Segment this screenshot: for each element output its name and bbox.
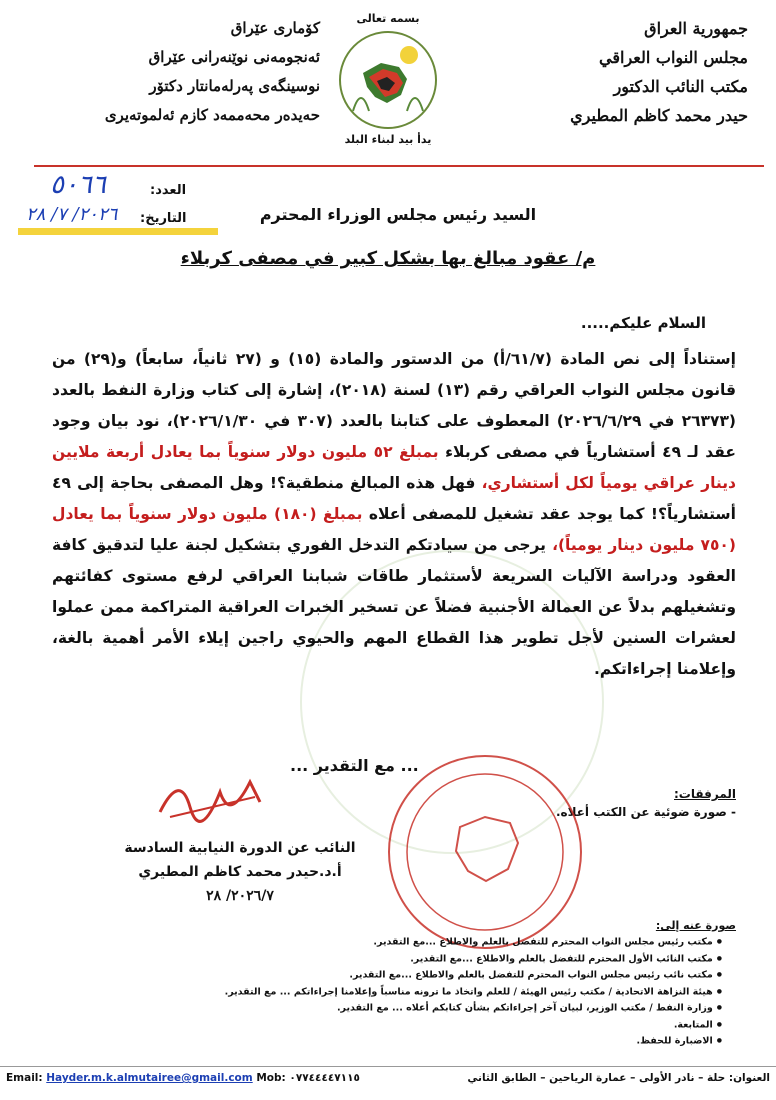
signature-date: ٢٠٢٦/٧/ ٢٨ xyxy=(206,888,274,904)
footer-address: العنوان: حلة – نادر الأولى – عمارة الرياحين – الطابق الثاني xyxy=(467,1072,770,1084)
copy-item: ● مكتب نائب رئيس مجلس النواب المحترم للتفضل بالعلم والاطلاع ...مع التقدير. xyxy=(36,967,722,984)
header-divider xyxy=(34,165,764,167)
subject: م/ عقود مبالغ بها بشكل كبير في مصفى كربلاء xyxy=(180,248,596,269)
slogan: يدأ بيد لبناء البلد xyxy=(344,133,432,146)
body-text: فهل هذه المبالغ منطقية؟! وهل المصفى بحاجة إلى ٤٩ أستشارياً؟! كما يوجد عقد تشغيل للمصفى أعلاه xyxy=(52,474,736,523)
attachments-item: - صورة ضوئية عن الكتب أعلاه. xyxy=(555,805,736,819)
mob-number: ٠٧٧٤٤٤٤٧١١٥ xyxy=(289,1072,360,1084)
header-line: نوسینگەی پەرلەمانتار دکتۆر xyxy=(149,77,320,95)
signature-scribble xyxy=(150,762,270,832)
number-label: العدد: xyxy=(150,183,187,198)
footer xyxy=(0,1066,776,1094)
body-text: إستناداً إلى نص المادة (٦١/٧/أ) من الدستور والمادة (١٥) و (٢٧ ثانياً، سابعاً) و(٢٩) من قانون مجلس النواب العراقي رقم (١٣) لسنة (٢٠١٨)، إشارة إلى كتاب وزارة النفط بالعدد (٢٦٣٧٣ في ٢٠٢٦/٦/٢٩) المعطوف على كتابنا بالعدد (٣٠٧ في ٢٠٢٦/١/٣٠)، نود بيان وجود xyxy=(52,350,737,430)
header-line: حەیدەر محەممەد کازم ئەلموتەیری xyxy=(104,106,320,124)
copies-list xyxy=(36,918,736,1050)
recipient: السيد رئيس مجلس الوزراء المحترم xyxy=(259,205,537,224)
copies-label: صورة عنه إلى: xyxy=(655,919,736,932)
header-line: ئەنجومەنی نوێنەرانی عێراق xyxy=(148,48,320,66)
header-line: جمهورية العراق xyxy=(644,19,748,38)
signature-title: النائب عن الدورة النيابية السادسة xyxy=(124,840,356,856)
closing: ... مع التقدير ... xyxy=(290,756,419,775)
header-line: مكتب النائب الدكتور xyxy=(613,77,748,96)
date-highlight xyxy=(18,228,218,235)
iraq-map-icon xyxy=(341,33,435,127)
email-link[interactable]: Hayder.m.k.almutairee@gmail.com xyxy=(46,1072,253,1084)
header-arabic xyxy=(528,14,748,130)
copy-item: ● هيئة النزاهة الاتحادية / مكتب رئيس الهيئة / للعلم واتخاذ ما ترونه مناسباً وإعلامنا إجراءاتكم ... مع التقدير. xyxy=(36,984,722,1001)
date-label: التاريخ: xyxy=(140,211,187,226)
copy-item: ● وزارة النفط / مكتب الوزير، لبيان آخر إجراءاتكم بشأن كتابكم أعلاه ... مع التقدير. xyxy=(36,1000,722,1017)
header-line: حيدر محمد كاظم المطيري xyxy=(570,106,748,125)
copy-item: ● مكتب رئيس مجلس النواب المحترم للتفضل بالعلم والاطلاع ...مع التقدير. xyxy=(36,934,722,951)
greeting: السلام عليكم..... xyxy=(580,314,706,332)
letter-body xyxy=(52,344,736,685)
signature-name: أ.د.حيدر محمد كاظم المطيري xyxy=(138,864,342,880)
footer-contact xyxy=(6,1072,360,1084)
attachments-label: المرفقات: xyxy=(674,787,736,801)
footer-divider xyxy=(0,1066,776,1067)
parliament-logo xyxy=(339,31,437,129)
mob-label: Mob: xyxy=(256,1072,286,1084)
body-highlight: بمبلغ (١٨٠) مليون دولار سنوياً بما يعادل (٧٥٠ مليون دينار يومياً)، xyxy=(52,505,736,554)
body-highlight: بمبلغ ٥٢ مليون دولار سنوياً بما يعادل أربعة ملايين دينار عراقي يومياً لكل أستشاري، xyxy=(52,443,736,492)
header-kurdish xyxy=(70,14,320,130)
number-value: ٥٠٦٦ xyxy=(50,170,106,200)
email-label: Email: xyxy=(6,1072,43,1084)
header-center xyxy=(318,12,458,146)
basmala: بسمه تعالى xyxy=(356,12,420,25)
body-text: يرجى من سيادتكم التدخل الفوري بتشكيل لجنة عليا لتدقيق كافة العقود ودراسة الآليات السريعة لأستثمار طاقات شبابنا العراقي لرفع مستوى كفائتهم وتشغيلهم بدلاً عن العمالة الأجنبية فضلاً عن تسخير الخبرات العراقية المتراكمة ممن عملوا لعشرات السنين لأجل تطوير هذا القطاع المهم والحيوي راجين إيلاء الأمر أهمية بالغة، وإعلامنا إجراءاتكم. xyxy=(52,536,736,678)
body-text: عقد لـ ٤٩ أستشارياً في مصفى كربلاء xyxy=(445,443,736,461)
signature-block xyxy=(120,836,360,908)
copy-item: ● مكتب النائب الأول المحترم للتفضل بالعلم والاطلاع ...مع التقدير. xyxy=(36,951,722,968)
header-line: مجلس النواب العراقي xyxy=(599,48,748,67)
date-value: ٢٠٢٦/ ٧/ ٢٨ xyxy=(26,204,118,225)
copy-item: ● الاضبارة للحفظ. xyxy=(36,1033,722,1050)
copy-item: ● المتابعة. xyxy=(36,1017,722,1034)
header-line: كۆماری عێراق xyxy=(230,19,320,37)
